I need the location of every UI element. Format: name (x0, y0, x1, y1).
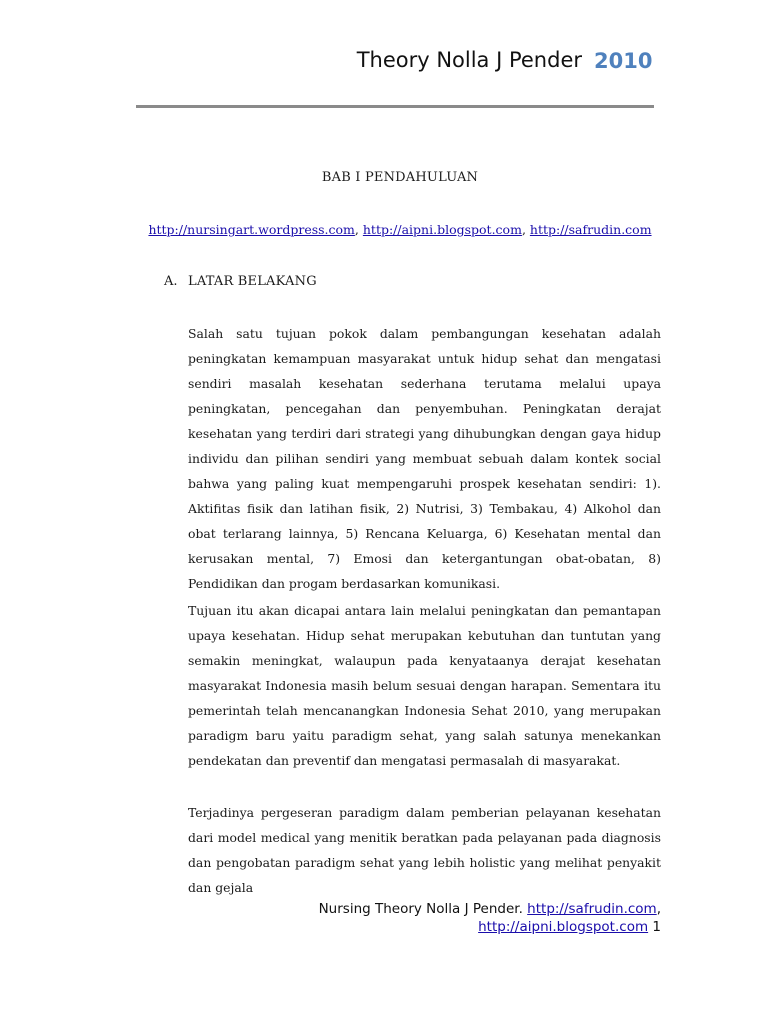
header-year: 2010 (594, 49, 653, 73)
header-title: Theory Nolla J Pender (356, 48, 582, 72)
body-paragraph: Terjadinya pergeseran paradigm dalam pemberian pelayanan kesehatan dari model medical yang menitik beratkan pada pelayanan pada diagnosis dan pengobatan paradigm sehat yang lebih holistic yang melihat penyakit dan gejala (188, 805, 661, 895)
section-marker: A. (164, 274, 178, 289)
link-separator: , (521, 222, 530, 237)
body-paragraph: Salah satu tujuan pokok dalam pembangungan kesehatan adalah peningkatan kemampuan masyarakat untuk hidup sehat dan mengatasi sendiri masalah kesehatan sederhana terutama melalui upaya peningkatan, pencegahan dan penyembuhan. Peningkatan derajat kesehatan yang terdiri dari strategi yang dihubungkan dengan gaya hidup individu dan pilihan sendiri yang membuat sebuah dalam kontek social bahwa yang paling kuat mempengaruhi prospek kesehatan sendiri: 1). Aktifitas fisik dan latihan fisik, 2) Nutrisi, 3) Tembakau, 4) Alkohol dan obat terlarang lainnya, 5) Rencana Keluarga, 6) Kesehatan mental dan kerusakan mental, 7) Emosi dan ketergantungan obat-obatan, 8) Pendidikan dan progam berdasarkan komunikasi. (188, 326, 661, 591)
link-nursingart[interactable]: http://nursingart.wordpress.com (148, 222, 355, 237)
footer-link-aipni[interactable]: http://aipni.blogspot.com (478, 919, 649, 935)
section-title: LATAR BELAKANG (188, 274, 317, 289)
footer-link-safrudin[interactable]: http://safrudin.com (527, 901, 657, 917)
chapter-title: BAB I PENDAHULUAN (321, 170, 479, 185)
page-footer (240, 900, 661, 936)
body-paragraph: Tujuan itu akan dicapai antara lain melalui peningkatan dan pemantapan upaya kesehatan. Hidup sehat merupakan kebutuhan dan tuntutan yang semakin meningkat, walaupun pada kenyataanya derajat kesehatan masyarakat Indonesia masih belum sesuai dengan harapan. Sementara itu pemerintah telah mencanangkan Indonesia Sehat 2010, yang merupakan paradigm baru yaitu paradigm sehat, yang salah satunya menekankan pendekatan dan preventif dan mengatasi permasalah di masyarakat. (188, 603, 661, 768)
footer-text: Nursing Theory Nolla J Pender. (318, 901, 528, 917)
link-separator: , (354, 222, 363, 237)
header-divider (136, 105, 654, 108)
footer-comma: , (656, 901, 661, 917)
page-number: 1 (648, 919, 661, 935)
link-aipni[interactable]: http://aipni.blogspot.com (362, 222, 522, 237)
link-safrudin[interactable]: http://safrudin.com (529, 222, 652, 237)
source-links (140, 222, 660, 237)
